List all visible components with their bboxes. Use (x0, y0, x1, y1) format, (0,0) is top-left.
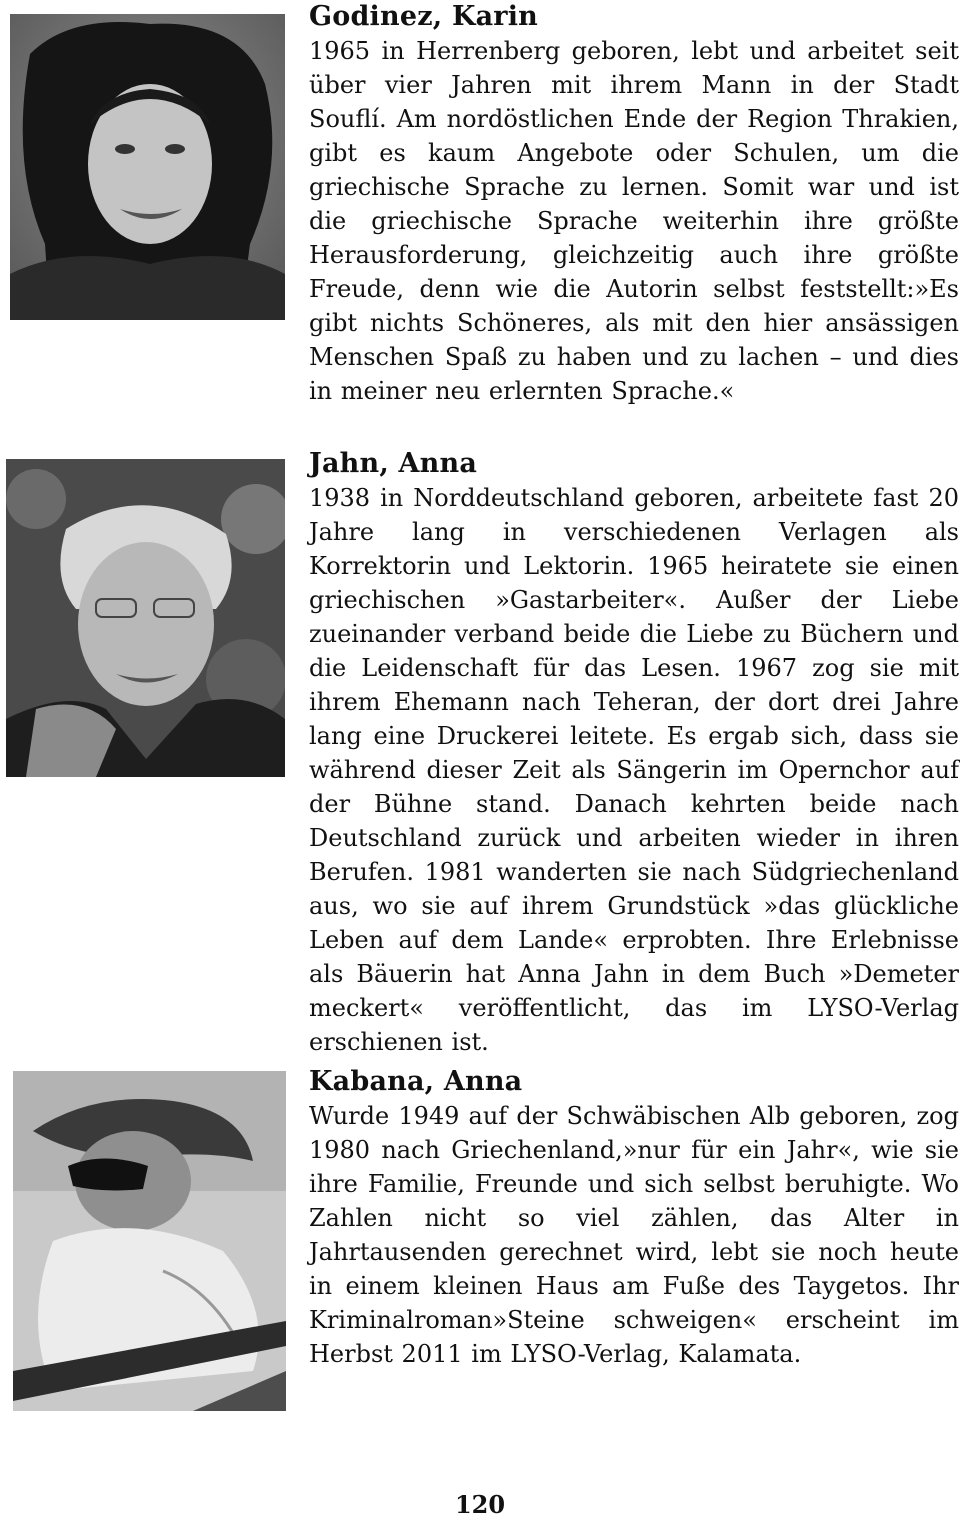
author-bio: 1938 in Norddeutschland geboren, arbeitete fast 20 Jahre lang in verschiedenen Verlagen als Korrektorin und Lektorin. 1965 heiratete sie einen griechischen »Gastarbeiter«. Außer der Liebe zueinander verband beide die Liebe zu Büchern und die Leidenschaft für das Lesen. 1967 zog sie mit ihrem Ehemann nach Teheran, der dort drei Jahre lang eine Druckerei leitete. Es ergab sich, dass sie während dieser Zeit als Sängerin im Opernchor auf der Bühne stand. Danach kehrten beide nach Deutschland zurück und arbeiten wieder in ihren Berufen. 1981 wanderten sie nach Südgriechenland aus, wo sie auf ihrem Grundstück »das glückliche Leben auf dem Lande« erprobten. Ihre Erlebnisse als Bäuerin hat Anna Jahn in dem Buch »Demeter meckert« veröffentlicht, das im LYSO-Verlag erschienen ist. (309, 484, 959, 1056)
author-name: Kabana, Anna (309, 1066, 523, 1097)
author-bio: 1965 in Herrenberg geboren, lebt und arbeitet seit über vier Jahren mit ihrem Mann in der Stadt Souflí. Am nordöstlichen Ende der Region Thrakien, gibt es kaum Angebote oder Schulen, um die griechische Sprache zu lernen. Somit war und ist die griechische Sprache weiterhin ihre größte Herausforderung, gleichzeitig auch ihre größte Freude, denn wie die Autorin selbst feststellt:»Es gibt nichts Schöneres, als mit den hier ansässigen Menschen Spaß zu haben und zu lachen – und dies in meiner neu erlernten Sprache.« (309, 37, 959, 405)
author-bio: Wurde 1949 auf der Schwäbischen Alb geboren, zog 1980 nach Griechenland,»nur für ein Jahr«, wie sie ihre Familie, Freunde und sich selbst beruhigte. Wo Zahlen nicht so viel zählen, das Alter in Jahrtausenden gerechnet wird, lebt sie noch heute in einem kleinen Haus am Fuße des Taygetos. Ihr Kriminalroman»Steine schweigen« erscheint im Herbst 2011 im LYSO-Verlag, Kalamata. (309, 1102, 959, 1368)
portrait-photo-icon (6, 459, 285, 777)
author-photo-kabana (13, 1071, 286, 1411)
author-photo-jahn (6, 459, 285, 777)
author-photo-godinez (10, 14, 285, 320)
author-name: Jahn, Anna (309, 448, 478, 479)
portrait-photo-icon (13, 1071, 286, 1411)
author-name: Godinez, Karin (309, 1, 539, 32)
page-number: 120 (454, 1490, 506, 1519)
portrait-photo-icon (10, 14, 285, 320)
